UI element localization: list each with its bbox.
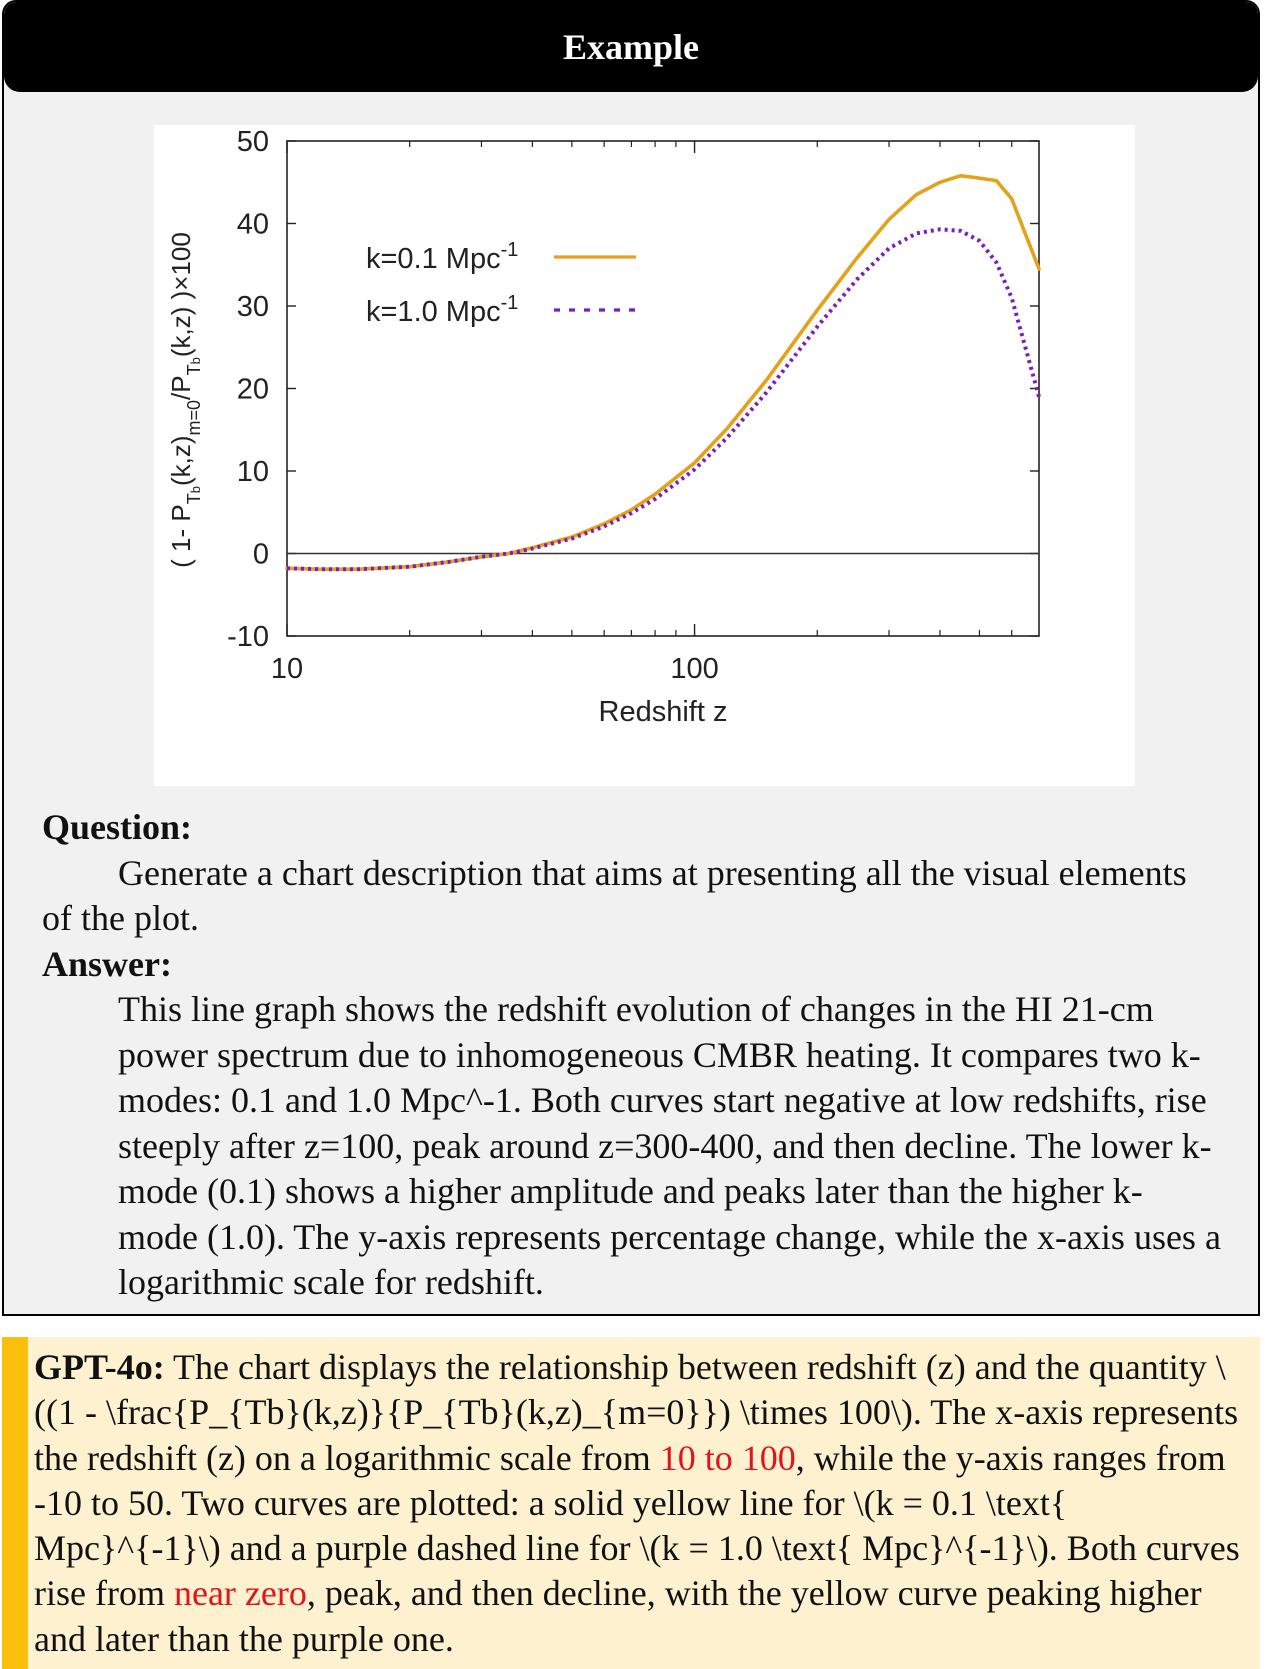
gpt4o-highlight-range: 10 to 100 — [659, 1437, 796, 1478]
gpt4o-text-part2: , while the y-axis ranges from -10 to 50. Two curves are plotted: a solid yellow line for \(k = 0.1 \text{ Mpc}^{-1}\) and a purple dashed line for \(k = 1.0 \text{ Mpc}^{-1}\). Both curves rise from — [34, 1437, 1240, 1614]
series-line-k01 — [287, 176, 1039, 570]
question-text: Generate a chart description that aims at presenting all the visual elements of the plot. — [42, 852, 1187, 938]
answer-label: Answer: — [42, 943, 172, 984]
plot-frame — [287, 141, 1039, 636]
series-group — [287, 176, 1039, 570]
x-axis-label: Redshift z — [598, 696, 728, 728]
gpt4o-response — [2, 1337, 1260, 1669]
legend-label-k10-main: k=1.0 Mpc — [366, 296, 501, 328]
series-line-k10 — [287, 229, 1039, 569]
gpt4o-highlight-near-zero: near zero — [173, 1573, 307, 1614]
gpt4o-text-part1: The chart displays the relationship between redshift (z) and the quantity \((1 - \frac{P_{Tb}(k,z)}{P_{Tb}(k,z)_{m=0}}) \times 100\). The x-axis represents the redshift (z) on a logarithmic scale from — [34, 1347, 1239, 1478]
y-tick-label: 30 — [236, 291, 269, 323]
panel-title: Example — [4, 2, 1258, 92]
line-chart — [154, 125, 1135, 786]
gpt4o-label: GPT-4o: — [34, 1347, 165, 1387]
legend-label-k01-sup: -1 — [500, 239, 519, 261]
legend — [366, 239, 636, 328]
qa-section — [42, 805, 1222, 1306]
answer-text: This line graph shows the redshift evolution of changes in the HI 21-cm power spectrum due to inhomogeneous CMBR heating. It compares two k-modes: 0.1 and 1.0 Mpc^-1. Both curves start negative at low redshifts, rise steeply after z=100, peak around z=300-400, and then decline. The lower k-mode (0.1) shows a higher amplitude and peaks later than the higher k-mode (1.0). The y-axis represents percentage change, while the x-axis uses a logarithmic scale for redshift. — [118, 989, 1221, 1302]
legend-label-k10-sup: -1 — [500, 292, 519, 314]
y-tick-label: 20 — [236, 373, 269, 406]
chart-container — [154, 125, 1135, 786]
x-tick-label: 100 — [670, 653, 719, 685]
y-tick-label: -10 — [227, 621, 269, 653]
y-tick-label: 10 — [236, 456, 269, 488]
x-tick-label: 10 — [270, 653, 304, 685]
y-tick-label: 0 — [252, 538, 269, 571]
axis-ticks — [287, 141, 1039, 636]
question-label: Question: — [42, 807, 193, 847]
gpt4o-text-part3: , peak, and then decline, with the yellow curve peaking higher and later than the purple one. — [34, 1573, 1202, 1659]
tick-labels — [227, 126, 719, 685]
legend-label-k10 — [366, 292, 518, 328]
y-tick-label: 50 — [236, 126, 269, 158]
legend-label-k01-main: k=0.1 Mpc — [366, 243, 501, 275]
y-axis-label: ( 1- $P_Tb(k,z)_{m=0}/P_Tb(k,z)$ )×100 — [166, 232, 204, 568]
y-tick-label: 40 — [236, 208, 269, 241]
legend-label-k01 — [366, 239, 518, 275]
example-panel — [2, 0, 1260, 1316]
